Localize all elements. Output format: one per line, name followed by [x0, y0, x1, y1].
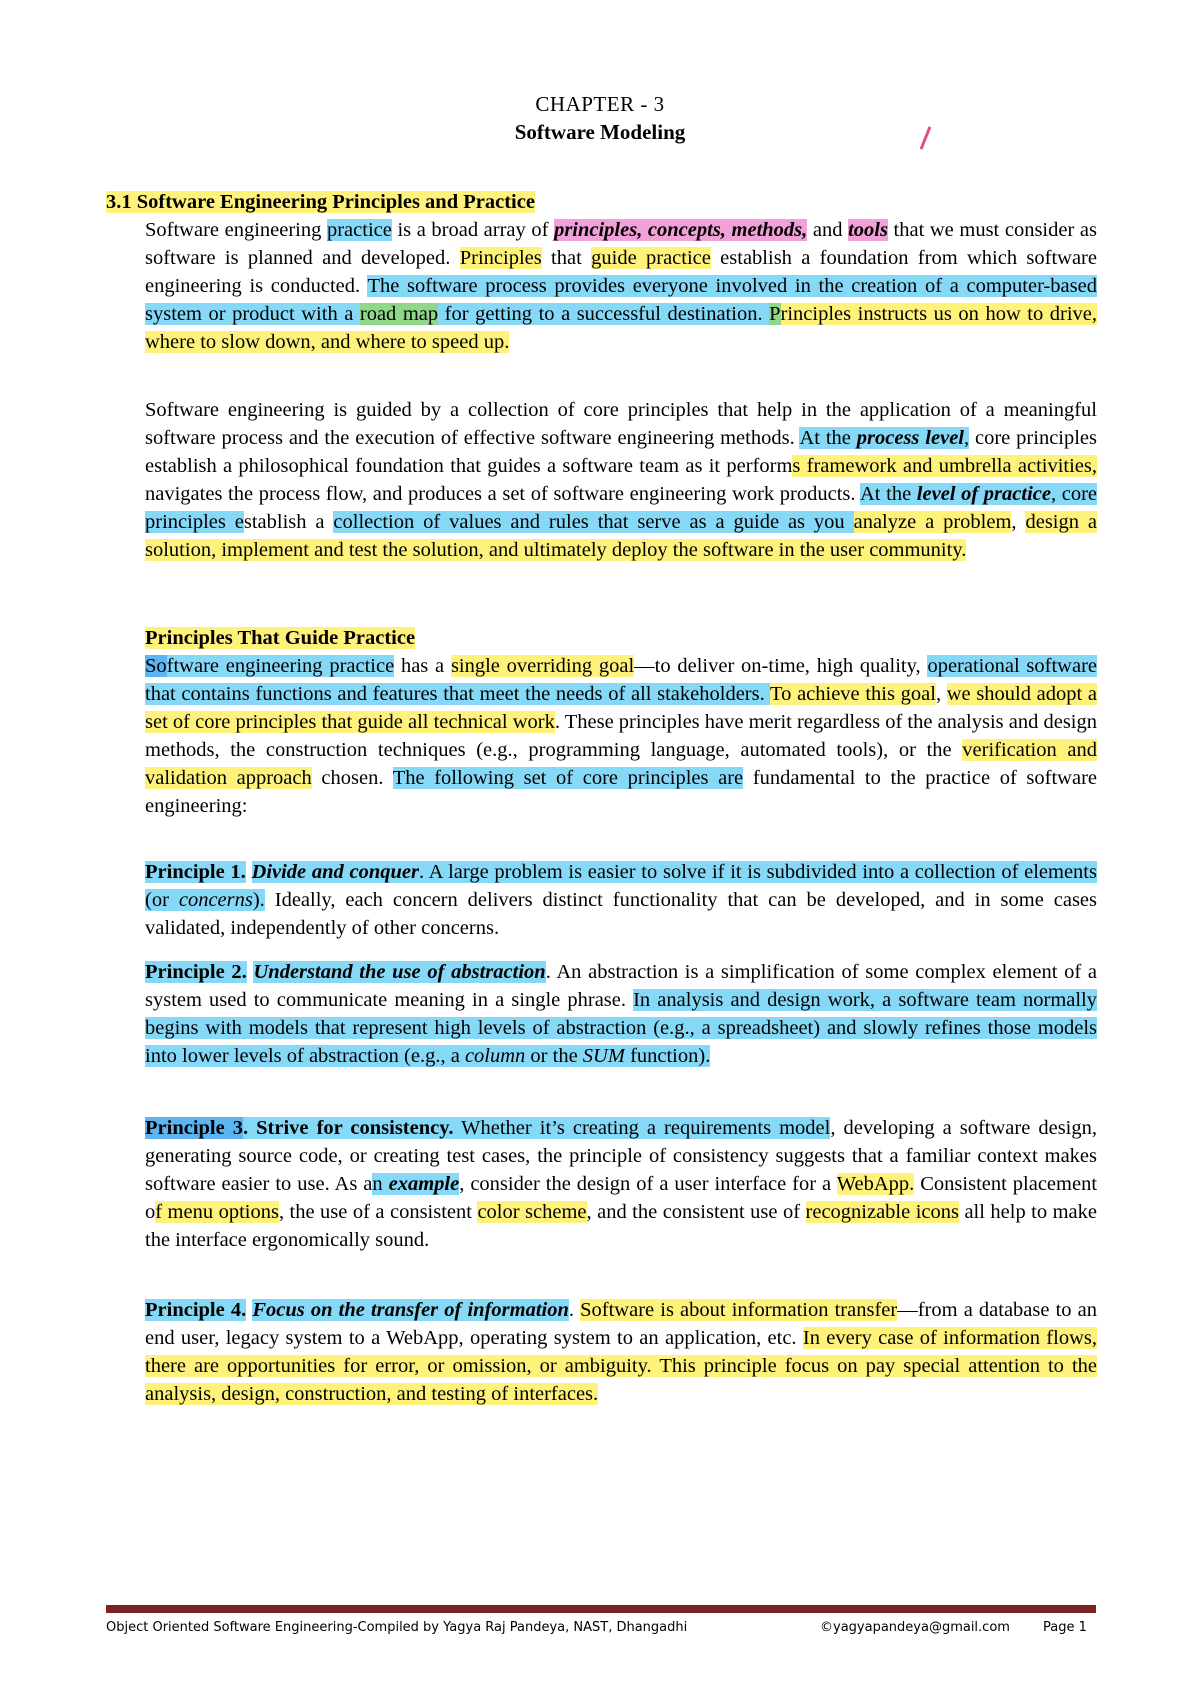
chapter-label: CHAPTER - 3 [535, 92, 665, 116]
section-paragraph-2: Software engineering is guided by a collection of core principles that help in the application of a meaningful software process and the execution of effective software engineering methods. At the process level, core principles establish a philosophical foundation that guides a software team as it performs framework and umbrella activities, navigates the process flow, and produces a set of software engineering work products. At the level of practice, core principles establish a collection of values and rules that serve as a guide as you analyze a problem, design a solution, implement and test the solution, and ultimately deploy the software in the user community. [145, 399, 1098, 561]
chapter-title: Software Modeling [514, 120, 686, 144]
guide-paragraph: Software engineering practice has a single overriding goal—to deliver on-time, high quality, operational software that contains functions and features that meet the needs of all stakeholders. To achieve this goal, we should adopt a set of core principles that guide all technical work. These principles have merit regardless of the analysis and design methods, the construction techniques (e.g., programming language, automated tools), or the verification and validation approach chosen. The following set of core principles are fundamental to the practice of software engineering: [145, 655, 1098, 817]
section-heading: 3.1 Software Engineering Principles and Practice [106, 191, 535, 213]
principle-2: Principle 2. Understand the use of abstraction. An abstraction is a simplification of some complex element of a system used to communicate meaning in a single phrase. In analysis and design work, a software team normally begins with models that represent high levels of abstraction (e.g., a spreadsheet) and slowly refines those models into lower levels of abstraction (e.g., a column or the SUM function). [145, 961, 1098, 1067]
footer-divider [106, 1605, 1096, 1613]
principle-4: Principle 4. Focus on the transfer of information. Software is about information transfer—from a database to an end user, legacy system to a WebApp, operating system to an application, etc. In every case of information flows, there are opportunities for error, or omission, or ambiguity. This principle focus on pay special attention to the analysis, design, construction, and testing of interfaces. [145, 1299, 1098, 1405]
principle-1: Principle 1. Divide and conquer. A large problem is easier to solve if it is subdivided into a collection of elements (or concerns). Ideally, each concern delivers distinct functionality that can be developed, and in some cases validated, independently of other concerns. [145, 861, 1097, 939]
guide-heading: Principles That Guide Practice [145, 627, 416, 649]
principle-3: Principle 3. Strive for consistency. Whether it’s creating a requirements model, developing a software design, generating source code, or creating test cases, the principle of consistency suggests that a familiar context makes software easier to use. As an example, consider the design of a user interface for a WebApp. Consistent placement of menu options, the use of a consistent color scheme, and the consistent use of recognizable icons all help to make the interface ergonomically sound. [145, 1117, 1098, 1251]
footer-email: ©yagyapandeya@gmail.com [820, 1620, 1010, 1635]
footer-credit: Object Oriented Software Engineering-Compiled by Yagya Raj Pandeya, NAST, Dhangadhi [106, 1620, 688, 1635]
section-paragraph-1: Software engineering practice is a broad array of principles, concepts, methods, and tools that we must consider as software is planned and developed. Principles that guide practice establish a foundation from which software engineering is conducted. The software process provides everyone involved in the creation of a computer-based system or product with a road map for getting to a successful destination. Principles instructs us on how to drive, where to slow down, and where to speed up. [145, 219, 1098, 353]
footer-page-number: Page 1 [1043, 1620, 1087, 1635]
